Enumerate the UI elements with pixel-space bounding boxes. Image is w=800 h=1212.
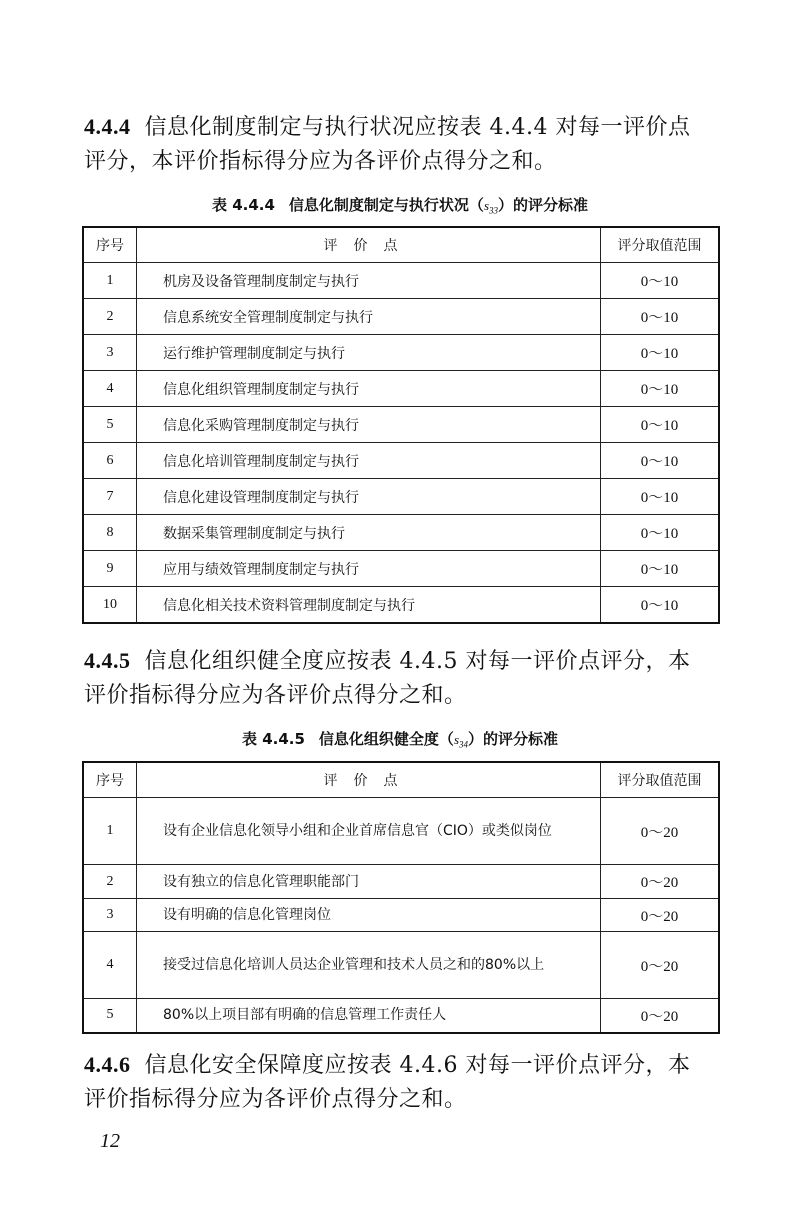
table-4-4-4: [82, 226, 720, 624]
page-number: 12: [100, 1130, 120, 1152]
header-index: 序号: [83, 762, 137, 798]
table-row: 4 接受过信息化培训人员达企业管理和技术人员之和的80%以上 0～20: [83, 932, 719, 999]
clause-text-line1: 信息化制度制定与执行状况应按表 4.4.4 对每一评价点: [144, 115, 691, 140]
table-header-row: [83, 762, 719, 798]
table-row: 5 信息化采购管理制度制定与执行 0～10: [83, 407, 719, 443]
table-row: 4 信息化组织管理制度制定与执行 0～10: [83, 371, 719, 407]
table-row: 3 设有明确的信息化管理岗位 0～20: [83, 899, 719, 932]
clause-number: 4.4.5: [84, 648, 131, 673]
clause-4-4-4: [84, 110, 724, 179]
table-row: 10 信息化相关技术资料管理制度制定与执行 0～10: [83, 587, 719, 624]
header-range: 评分取值范围: [601, 762, 720, 798]
table-row: 1 设有企业信息化领导小组和企业首席信息官（CIO）或类似岗位 0～20: [83, 798, 719, 865]
header-point: 评价点: [137, 227, 601, 263]
clause-number: 4.4.6: [84, 1052, 131, 1077]
table-row: 3 运行维护管理制度制定与执行 0～10: [83, 335, 719, 371]
header-index: 序号: [83, 227, 137, 263]
clause-text-line2: 评价指标得分应为各评价点得分之和。: [84, 683, 467, 708]
header-point: 评价点: [137, 762, 601, 798]
table-row: 6 信息化培训管理制度制定与执行 0～10: [83, 443, 719, 479]
table-header-row: [83, 227, 719, 263]
table-caption-4-4-4: 表 4.4.4 信息化制度制定与执行状况$(s_{33})$的评分标准: [211, 196, 589, 216]
table-row: 7 信息化建设管理制度制定与执行 0～10: [83, 479, 719, 515]
header-range: 评分取值范围: [601, 227, 720, 263]
table-row: 5 80%以上项目部有明确的信息管理工作责任人 0～20: [83, 999, 719, 1033]
clause-text-line2: 评分，本评价指标得分应为各评价点得分之和。: [84, 149, 557, 174]
clause-number: 4.4.4: [84, 114, 131, 139]
table-row: 2 设有独立的信息化管理职能部门 0～20: [83, 865, 719, 899]
table-row: 1 机房及设备管理制度制定与执行 0～10: [83, 263, 719, 299]
table-4-4-5: [82, 761, 720, 1034]
table-row: 9 应用与绩效管理制度制定与执行 0～10: [83, 551, 719, 587]
table-caption-4-4-5: 表 4.4.5 信息化组织健全度$(s_{34})$的评分标准: [241, 730, 559, 750]
clause-text-line1: 信息化组织健全度应按表 4.4.5 对每一评价点评分，本: [144, 649, 691, 674]
clause-4-4-5: [84, 644, 724, 713]
table-row: 8 数据采集管理制度制定与执行 0～10: [83, 515, 719, 551]
clause-4-4-6: [84, 1048, 724, 1117]
clause-text-line1: 信息化安全保障度应按表 4.4.6 对每一评价点评分，本: [144, 1053, 691, 1078]
table-row: 2 信息系统安全管理制度制定与执行 0～10: [83, 299, 719, 335]
clause-text-line2: 评价指标得分应为各评价点得分之和。: [84, 1087, 467, 1112]
